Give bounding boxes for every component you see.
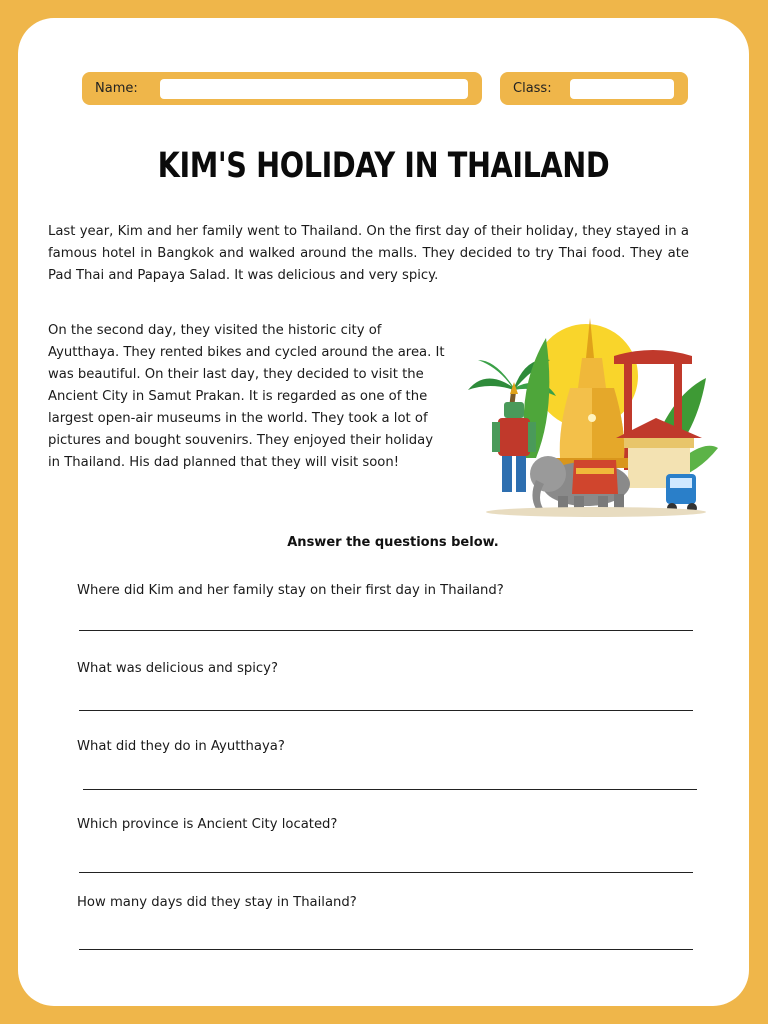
name-field-container [82, 72, 482, 105]
answer-line-3[interactable] [83, 789, 697, 790]
story-paragraph-2: On the second day, they visited the historic city of Ayutthaya. They rented bikes and cycled around the area. It was beautiful. On their last day, they decided to visit the Ancient City in Samut Prakan. It is regarded as one of the largest open-air museums in the world. They took a lot of pictures and bought souvenirs. They enjoyed their holiday in Thailand. His dad planned that they will visit soon! [48, 323, 445, 470]
name-label: Name: [95, 81, 138, 96]
question-1: Where did Kim and her family stay on their first day in Thailand? [77, 583, 504, 598]
answer-line-5[interactable] [79, 949, 693, 950]
tuk-tuk-icon [666, 474, 697, 513]
question-4: Which province is Ancient City located? [77, 817, 338, 832]
class-field-container [500, 72, 688, 105]
elephant-icon [530, 456, 630, 516]
answer-line-2[interactable] [79, 710, 693, 711]
name-input-box[interactable] [160, 79, 468, 99]
question-2: What was delicious and spicy? [77, 661, 278, 676]
question-5: How many days did they stay in Thailand? [77, 895, 357, 910]
question-3: What did they do in Ayutthaya? [77, 739, 285, 754]
worksheet-sheet [18, 18, 749, 1006]
worksheet-title: KIM'S HOLIDAY IN THAILAND [157, 146, 610, 186]
class-input-box[interactable] [570, 79, 674, 99]
answer-line-1[interactable] [79, 630, 693, 631]
ground-shadow [486, 507, 706, 517]
instruction-text: Answer the questions below. [287, 535, 499, 550]
story-paragraph-1: Last year, Kim and her family went to Thailand. On the first day of their holiday, they stayed in a famous hotel in Bangkok and walked around the malls. They decided to try Thai food. They ate Pad Thai and Papaya Salad. It was delicious and very spicy. [48, 224, 689, 283]
class-label: Class: [513, 81, 552, 96]
thailand-illustration [466, 298, 718, 520]
answer-line-4[interactable] [79, 872, 693, 873]
